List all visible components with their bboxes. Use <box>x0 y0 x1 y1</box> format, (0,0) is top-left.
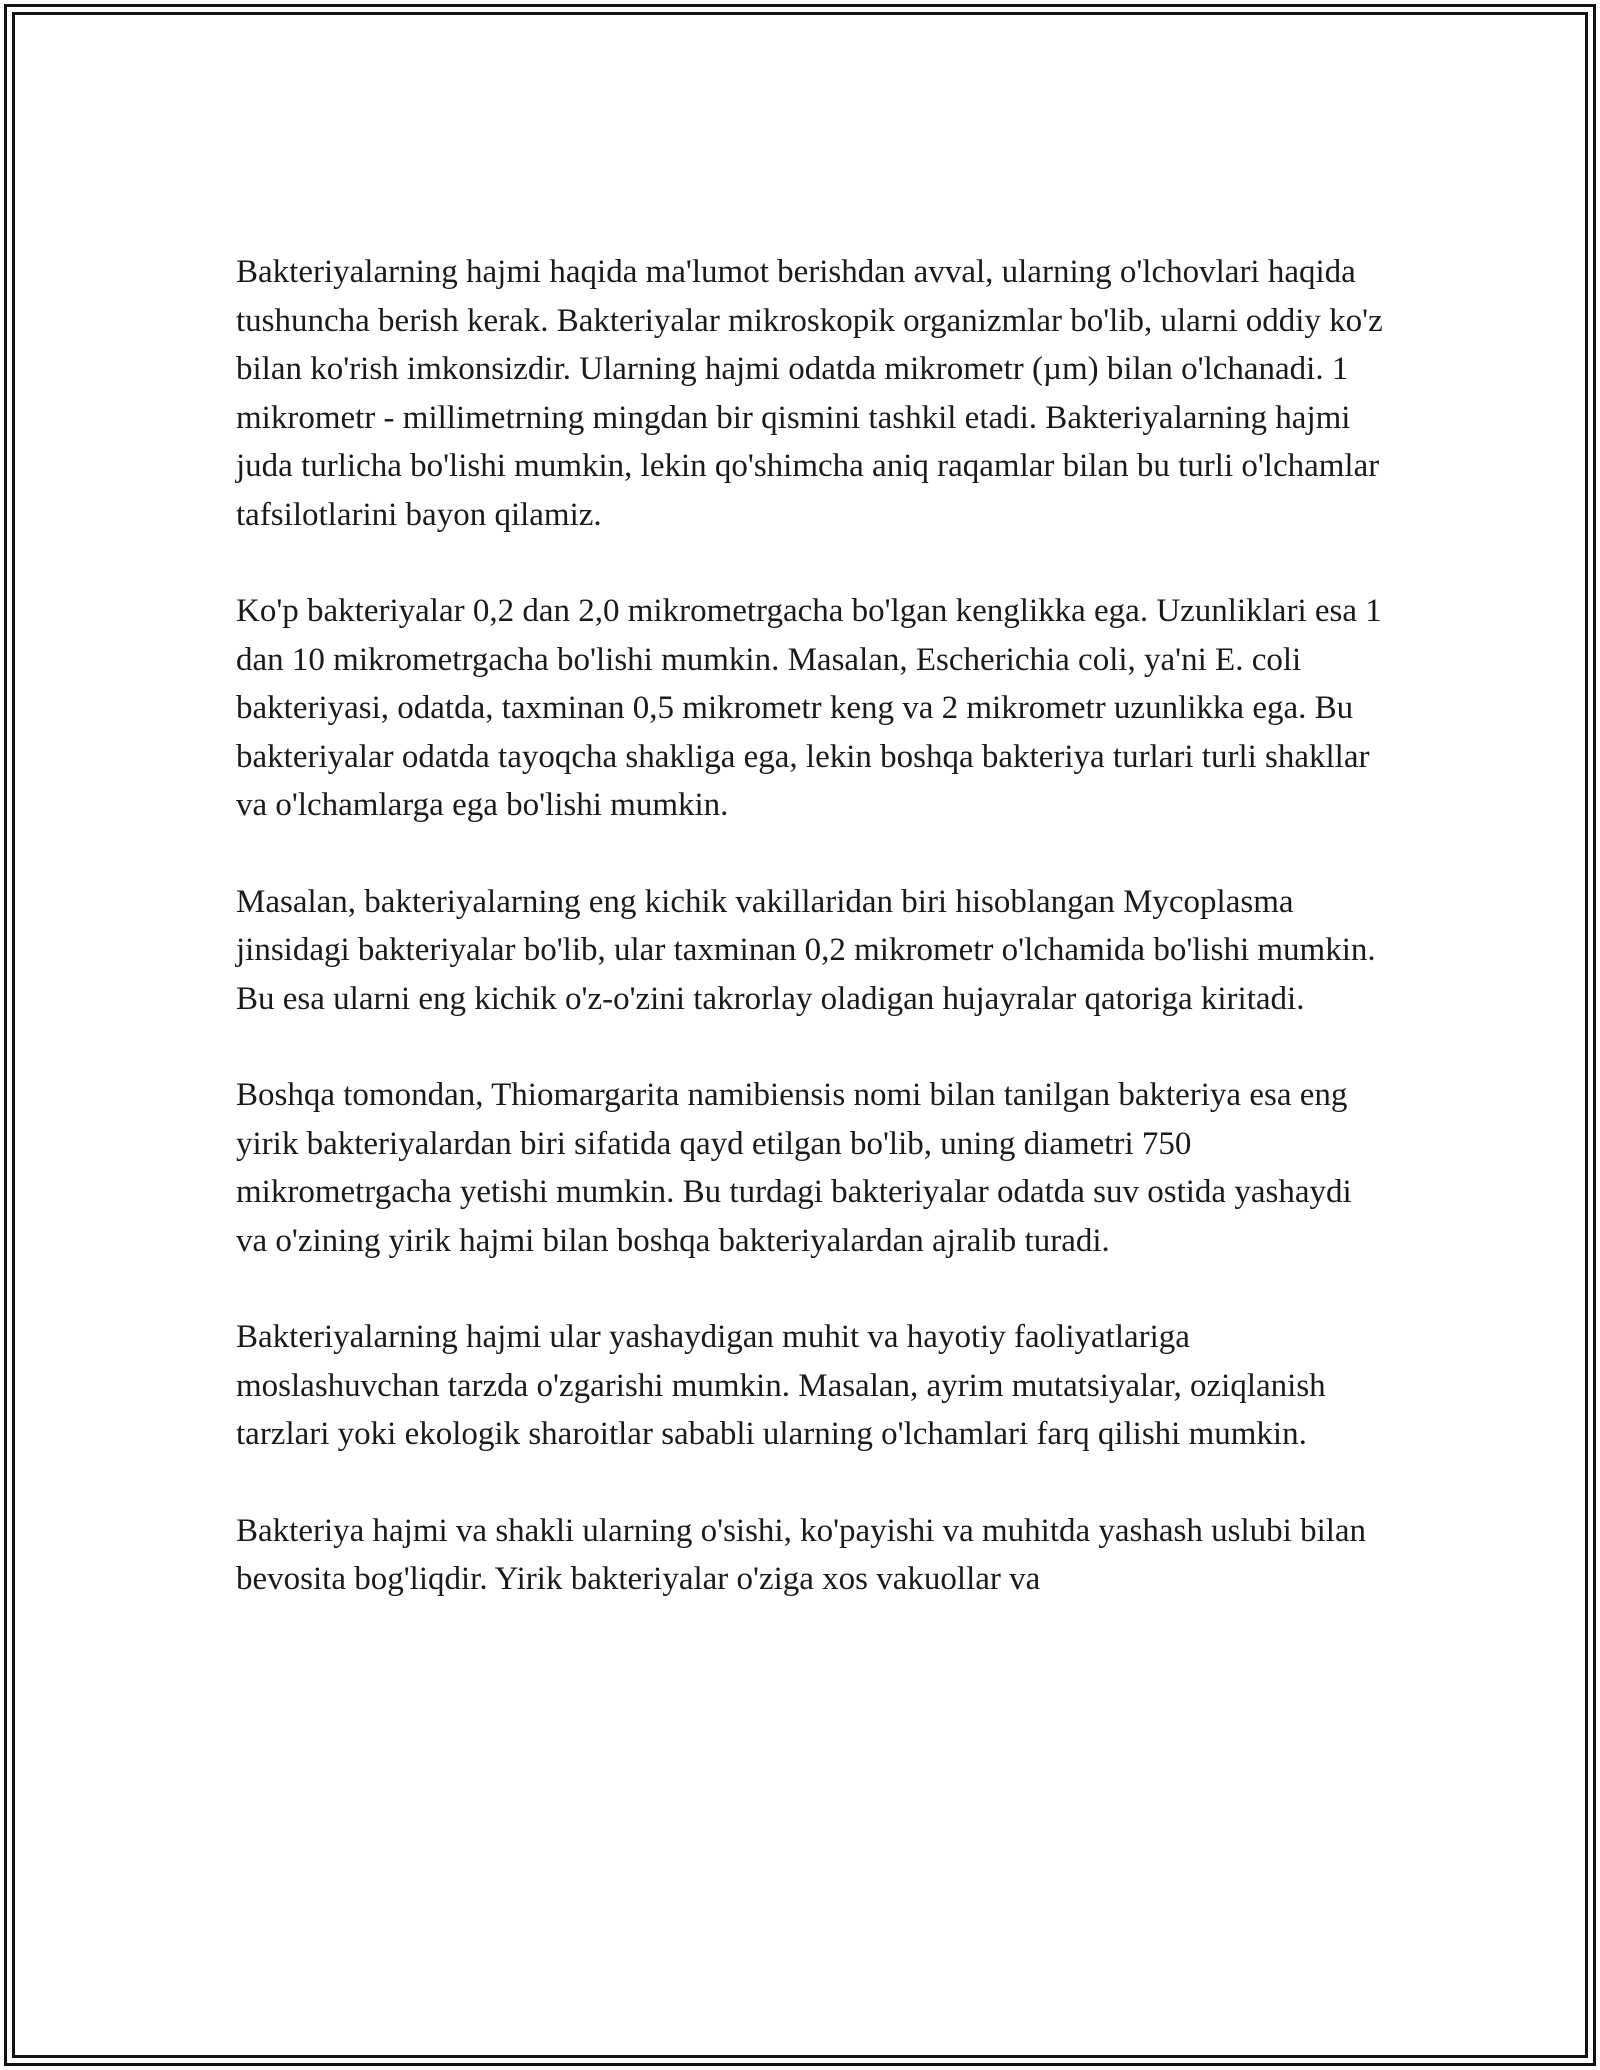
paragraph-3: Masalan, bakteriyalarning eng kichik vakillaridan biri hisoblangan Mycoplasma jinsidagi bakteriyalar bo'lib, ular taxminan 0,2 mikrometr o'lchamida bo'lishi mumkin. Bu esa ularni eng kichik o'z-o'zini takrorlay oladigan hujayralar qatoriga kiritadi. <box>236 883 1376 1017</box>
paragraph-5: Bakteriyalarning hajmi ular yashaydigan muhit va hayotiy faoliyatlariga moslashuvchan tarzda o'zgarishi mumkin. Masalan, ayrim mutatsiyalar, oziqlanish tarzlari yoki ekologik sharoitlar sababli ularning o'lchamlari farq qilishi mumkin. <box>236 1319 1326 1452</box>
paragraph-2: Ko'p bakteriyalar 0,2 dan 2,0 mikrometrgacha bo'lgan kenglikka ega. Uzunliklari esa 1 dan 10 mikrometrgacha bo'lishi mumkin. Masalan, Escherichia coli, ya'ni E. coli bakteriyasi, odatda, taxminan 0,5 mikrometr keng va 2 mikrometr uzunlikka ega. Bu bakteriyalar odatda tayoqcha shakliga ega, lekin boshqa bakteriya turlari turli shakllar va o'lchamlarga ega bo'lishi mumkin. <box>236 593 1382 823</box>
paragraph-1: Bakteriyalarning hajmi haqida ma'lumot berishdan avval, ularning o'lchovlari haqida tushuncha berish kerak. Bakteriyalar mikroskopik organizmlar bo'lib, ularni oddiy ko'z bilan ko'rish imkonsizdir. Ularning hajmi odatda mikrometr (µm) bilan o'lchanadi. 1 mikrometr - millimetrning mingdan bir qismini tashkil etadi. Bakteriyalarning hajmi juda turlicha bo'lishi mumkin, lekin qo'shimcha aniq raqamlar bilan bu turli o'lchamlar tafsilotlarini bayon qilamiz. <box>236 254 1383 533</box>
paragraph-4: Boshqa tomondan, Thiomargarita namibiensis nomi bilan tanilgan bakteriya esa eng yirik bakteriyalardan biri sifatida qayd etilgan bo'lib, uning diametri 750 mikrometrgacha yetishi mumkin. Bu turdagi bakteriyalar odatda suv ostida yashaydi va o'zining yirik hajmi bilan boshqa bakteriyalardan ajralib turadi. <box>236 1077 1352 1259</box>
document-body <box>236 248 1386 1604</box>
paragraph-6: Bakteriya hajmi va shakli ularning o'sishi, ko'payishi va muhitda yashash uslubi bilan bevosita bog'liqdir. Yirik bakteriyalar o'ziga xos vakuollar va <box>236 1512 1367 1597</box>
